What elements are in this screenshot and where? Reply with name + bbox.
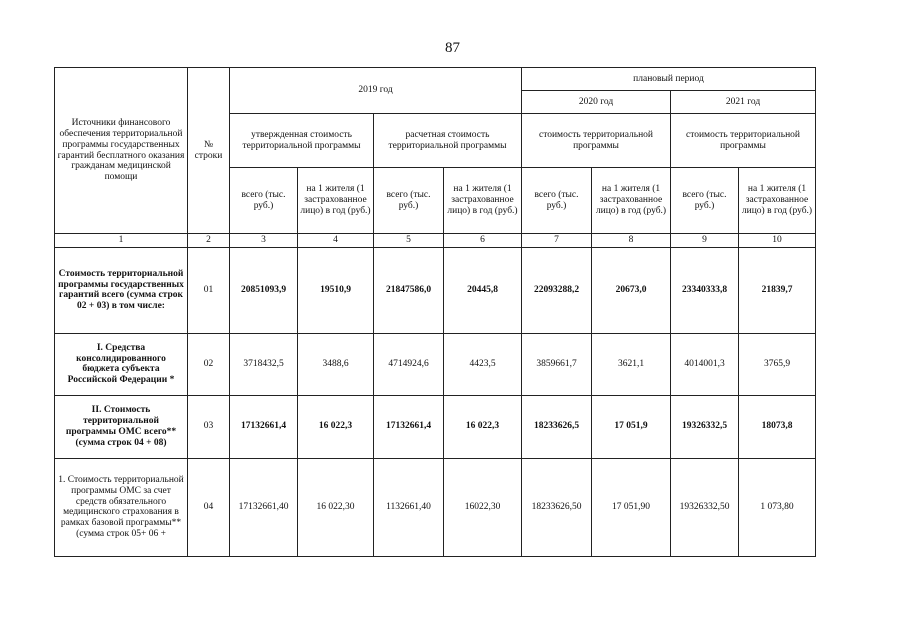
cell-value: 4714924,6 bbox=[374, 333, 444, 395]
cell-value: 16 022,30 bbox=[298, 458, 374, 556]
cell-value: 18233626,5 bbox=[522, 395, 592, 458]
cell-value: 17132661,40 bbox=[230, 458, 298, 556]
column-number-row bbox=[55, 234, 816, 248]
table-row bbox=[55, 247, 816, 333]
column-number: 1 bbox=[55, 234, 188, 248]
cell-value: 17 051,9 bbox=[592, 395, 671, 458]
column-number: 9 bbox=[671, 234, 739, 248]
cell-value: 20673,0 bbox=[592, 247, 671, 333]
cell-value: 1 073,80 bbox=[739, 458, 816, 556]
cell-value: 3718432,5 bbox=[230, 333, 298, 395]
row-label: I. Средства консолидированного бюджета субъекта Российской Федерации * bbox=[55, 333, 188, 395]
row-number: 04 bbox=[188, 458, 230, 556]
page-number: 87 bbox=[445, 40, 460, 56]
row-label: Стоимость территориальной программы государственных гарантий всего (сумма строк 02 + 03) в том числе: bbox=[55, 247, 188, 333]
per-person-header: на 1 жителя (1 застрахованное лицо) в год (руб.) bbox=[444, 168, 522, 234]
per-person-header: на 1 жителя (1 застрахованное лицо) в год (руб.) bbox=[298, 168, 374, 234]
cell-value: 21847586,0 bbox=[374, 247, 444, 333]
year-2020-header: 2020 год bbox=[522, 91, 671, 114]
year-2019-header: 2019 год bbox=[230, 68, 522, 114]
cell-value: 16 022,3 bbox=[444, 395, 522, 458]
cell-value: 17132661,4 bbox=[374, 395, 444, 458]
cell-value: 4014001,3 bbox=[671, 333, 739, 395]
column-number: 7 bbox=[522, 234, 592, 248]
cell-value: 17 051,90 bbox=[592, 458, 671, 556]
cell-value: 18233626,50 bbox=[522, 458, 592, 556]
row-number: 01 bbox=[188, 247, 230, 333]
per-person-header: на 1 жителя (1 застрахованное лицо) в год (руб.) bbox=[739, 168, 816, 234]
table-row bbox=[55, 458, 816, 556]
estimated-cost-header: расчетная стоимость территориальной программы bbox=[374, 114, 522, 168]
row-number: 02 bbox=[188, 333, 230, 395]
row-label: 1. Стоимость территориальной программы ОМС за счет средств обязательного медицинского страхования в рамках базовой программы** (сумма строк 05+ 06 + bbox=[55, 458, 188, 556]
cell-value: 20445,8 bbox=[444, 247, 522, 333]
cell-value: 23340333,8 bbox=[671, 247, 739, 333]
column-number: 10 bbox=[739, 234, 816, 248]
cell-value: 20851093,9 bbox=[230, 247, 298, 333]
cell-value: 17132661,4 bbox=[230, 395, 298, 458]
cell-value: 19326332,5 bbox=[671, 395, 739, 458]
cell-value: 3488,6 bbox=[298, 333, 374, 395]
row-number: 03 bbox=[188, 395, 230, 458]
cell-value: 16 022,3 bbox=[298, 395, 374, 458]
total-header: всего (тыс. руб.) bbox=[230, 168, 298, 234]
cost-2021-header: стоимость территориальной программы bbox=[671, 114, 816, 168]
column-number: 8 bbox=[592, 234, 671, 248]
sources-header: Источники финансового обеспечения территориальной программы государственных гарантий бесплатного оказания гражданам медицинской помощи bbox=[55, 68, 188, 234]
cell-value: 3859661,7 bbox=[522, 333, 592, 395]
plan-period-header: плановый период bbox=[522, 68, 816, 91]
cell-value: 3765,9 bbox=[739, 333, 816, 395]
cell-value: 19510,9 bbox=[298, 247, 374, 333]
cell-value: 4423,5 bbox=[444, 333, 522, 395]
cost-2020-header: стоимость территориальной программы bbox=[522, 114, 671, 168]
total-header: всего (тыс. руб.) bbox=[374, 168, 444, 234]
approved-cost-header: утвержденная стоимость территориальной программы bbox=[230, 114, 374, 168]
column-number: 5 bbox=[374, 234, 444, 248]
column-number: 3 bbox=[230, 234, 298, 248]
cell-value: 21839,7 bbox=[739, 247, 816, 333]
cell-value: 18073,8 bbox=[739, 395, 816, 458]
table-row bbox=[55, 395, 816, 458]
column-number: 2 bbox=[188, 234, 230, 248]
per-person-header: на 1 жителя (1 застрахованное лицо) в год (руб.) bbox=[592, 168, 671, 234]
table-row bbox=[55, 333, 816, 395]
row-number-header: № строки bbox=[188, 68, 230, 234]
year-2021-header: 2021 год bbox=[671, 91, 816, 114]
financing-table bbox=[54, 67, 816, 557]
cell-value: 16022,30 bbox=[444, 458, 522, 556]
total-header: всего (тыс. руб.) bbox=[522, 168, 592, 234]
row-label: II. Стоимость территориальной программы ОМС всего** (сумма строк 04 + 08) bbox=[55, 395, 188, 458]
column-number: 4 bbox=[298, 234, 374, 248]
cell-value: 3621,1 bbox=[592, 333, 671, 395]
cell-value: 1132661,40 bbox=[374, 458, 444, 556]
cell-value: 22093288,2 bbox=[522, 247, 592, 333]
cell-value: 19326332,50 bbox=[671, 458, 739, 556]
column-number: 6 bbox=[444, 234, 522, 248]
total-header: всего (тыс. руб.) bbox=[671, 168, 739, 234]
